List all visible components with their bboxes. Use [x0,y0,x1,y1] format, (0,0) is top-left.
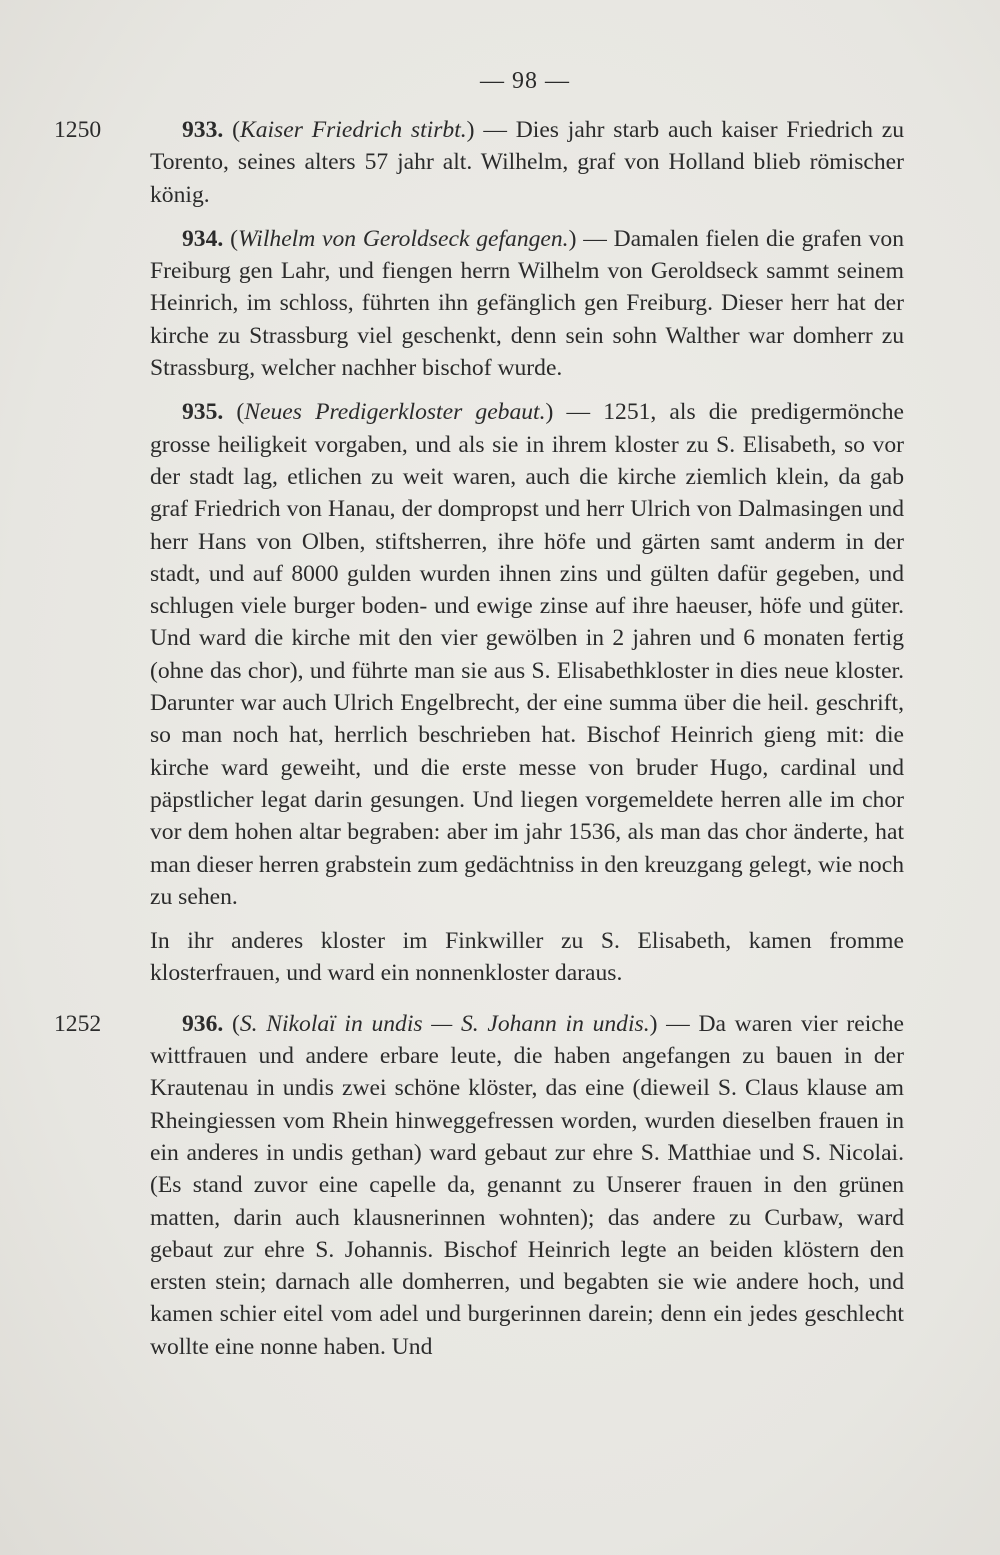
entry-heading: Wilhelm von Geroldseck gefangen. [237,225,569,252]
entry-number: 935. [182,399,224,426]
entry-number: 936. [182,1010,224,1037]
entry-935-continuation [150,925,904,990]
margin-year: 1252 [54,1010,102,1037]
entry-text: In ihr anderes kloster im Finkwiller zu S. Elisabeth, kamen fromme klosterfrauen, und ward ein nonnenkloster daraus. [150,928,904,987]
entry-heading: Neues Predigerkloster gebaut. [244,399,546,426]
entry-933: 1250 933. (Kaiser Friedrich stirbt.) — Dies jahr starb auch kaiser Friedrich zu Torento, seines alters 57 jahr alt. Wilhelm, graf von Holland blieb römischer könig. [150,114,904,211]
margin-year: 1250 [54,117,102,143]
entry-heading: Kaiser Friedrich stirbt. [239,117,467,143]
text-column [54,114,905,1363]
entry-heading: S. Nikolaï in undis — S. Johann in undis. [239,1010,650,1037]
entry-text: Damalen fielen die grafen von Freiburg gen Lahr, und fiengen herrn Wilhelm von Geroldseck sammt seinem Heinrich, im schloss, führten ihn gefänglich gen Freiburg. Dieser herr hat der kirche zu Strassburg viel geschenkt, denn sein sohn Walther war domherr zu Strassburg, welcher nachher bischof wurde. [150,225,905,382]
entry-text: 1251, als die predigermönche grosse heiligkeit vorgaben, und als sie in ihrem kloster zu S. Elisabeth, so vor der stadt lag, etlichen zu weit waren, auch die kirche ziemlich klein, da gab graf Friedrich von Hanau, der dompropst und herr Ulrich von Dalmasingen und herr Hans von Olben, stiftsherren, ihre höfe und gärten samt anderm in der stadt, und auf 8000 gulden wurden ihnen zins und gülten dafür gegeben, und schlugen viele burger boden- und ewige zinse auf ihre haeuser, höfe und güter. Und ward die kirche mit den vier gewölben in 2 jahren und 6 monaten fertig (ohne das chor), und führte man sie aus S. Elisabethkloster in dies neue kloster. Darunter war auch Ulrich Engelbrecht, der eine summa über die heil. geschrift, so man noch hat, herrlich beschrieben hat. Bischof Heinrich gieng mit: die kirche ward geweiht, und die erste messe von bruder Hugo, cardinal und päpstlicher legat darin gesungen. Und liegen vorgemeldete herren alle im chor vor dem hohen altar begraben: aber im jahr 1536, als man das chor änderte, hat man dieser herren grabstein zum gedächtniss in den kreuzgang gelegt, wie noch zu sehen. [150,399,904,910]
page-number: — 98 — [480,68,570,94]
entry-text: Da waren vier reiche wittfrauen und andere erbare leute, die haben angefangen zu bauen in der Krautenau in undis zwei schöne klöster, das eine (dieweil S. Claus klause am Rheingiessen vom Rhein hinweggefressen worden, wurden dieselben frauen in ein anderes in undis gethan) ward gebaut zur ehre S. Matthiae und S. Nicolai. (Es stand zuvor eine capelle da, genannt zu Unserer frauen in den grünen matten, darin auch klausnerinnen wohnten); das andere zu Curbaw, ward gebaut zur ehre S. Johannis. Bischof Heinrich legte an beiden klöstern den ersten stein; darnach alle domherren, und begabten sie wie andere hoch, und kamen schier eitel vom adel und burgerinnen darein; denn ein jedes geschlecht wollte eine nonne haben. Und [150,1010,904,1360]
entry-number: 933. [182,117,224,143]
entry-text: Dies jahr starb auch kaiser Friedrich zu Torento, seines alters 57 jahr alt. Wilhelm, graf von Holland blieb römischer könig. [150,117,904,208]
entry-935: 935. (Neues Predigerkloster gebaut.) — 1251, als die predigermönche grosse heiligkeit vorgaben, und als sie in ihrem kloster zu S. Elisabeth, so vor der stadt lag, etlichen zu weit waren, auch die kirche ziemlich klein, da gab graf Friedrich von Hanau, der dompropst und herr Ulrich von Dalmasingen und herr Hans von Olben, stiftsherren, ihre höfe und gärten samt anderm in der stadt, und auf 8000 gulden wurden ihnen zins und gülten dafür gegeben, und schlugen viele burger boden- und ewige zinse auf ihre haeuser, höfe und güter. Und ward die kirche mit den vier gewölben in 2 jahren und 6 monaten fertig (ohne das chor), und führte man sie aus S. Elisabethkloster in dies neue kloster. Darunter war auch Ulrich Engelbrecht, der eine summa über die heil. geschrift, so man noch hat, herrlich beschrieben hat. Bischof Heinrich gieng mit: die kirche ward geweiht, und die erste messe von bruder Hugo, cardinal und päpstlicher legat darin gesungen. Und liegen vorgemeldete herren alle im chor vor dem hohen altar begraben: aber im jahr 1536, als man das chor änderte, hat man dieser herren grabstein zum gedächtniss in den kreuzgang gelegt, wie noch zu sehen. [150,399,904,910]
entry-936: 1252 936. (S. Nikolaï in undis — S. Johann in undis.) — Da waren vier reiche wittfrauen und andere erbare leute, die haben angefangen zu bauen in der Krautenau in undis zwei schöne klöster, das eine (dieweil S. Claus klause am Rheingiessen vom Rhein hinweggefressen worden, wurden dieselben frauen in ein anderes in undis gethan) ward gebaut zur ehre S. Matthiae und S. Nicolai. (Es stand zuvor eine capelle da, genannt zu Unserer frauen in den grünen matten, darin auch klausnerinnen wohnten); das andere zu Curbaw, ward gebaut zur ehre S. Johannis. Bischof Heinrich legte an beiden klöstern den ersten stein; darnach alle domherren, und begabten sie wie andere hoch, und kamen schier eitel vom adel und burgerinnen darein; denn ein jedes geschlecht wollte eine nonne haben. Und [150,1008,904,1363]
entry-934: 934. (Wilhelm von Geroldseck gefangen.) — Damalen fielen die grafen von Freiburg gen Lahr, und fiengen herrn Wilhelm von Geroldseck sammt seinem Heinrich, im schloss, führten ihn gefänglich gen Freiburg. Dieser herr hat der kirche zu Strassburg viel geschenkt, denn sein sohn Walther war domherr zu Strassburg, welcher nachher bischof wurde. [150,225,905,382]
entry-number: 934. [182,225,224,252]
